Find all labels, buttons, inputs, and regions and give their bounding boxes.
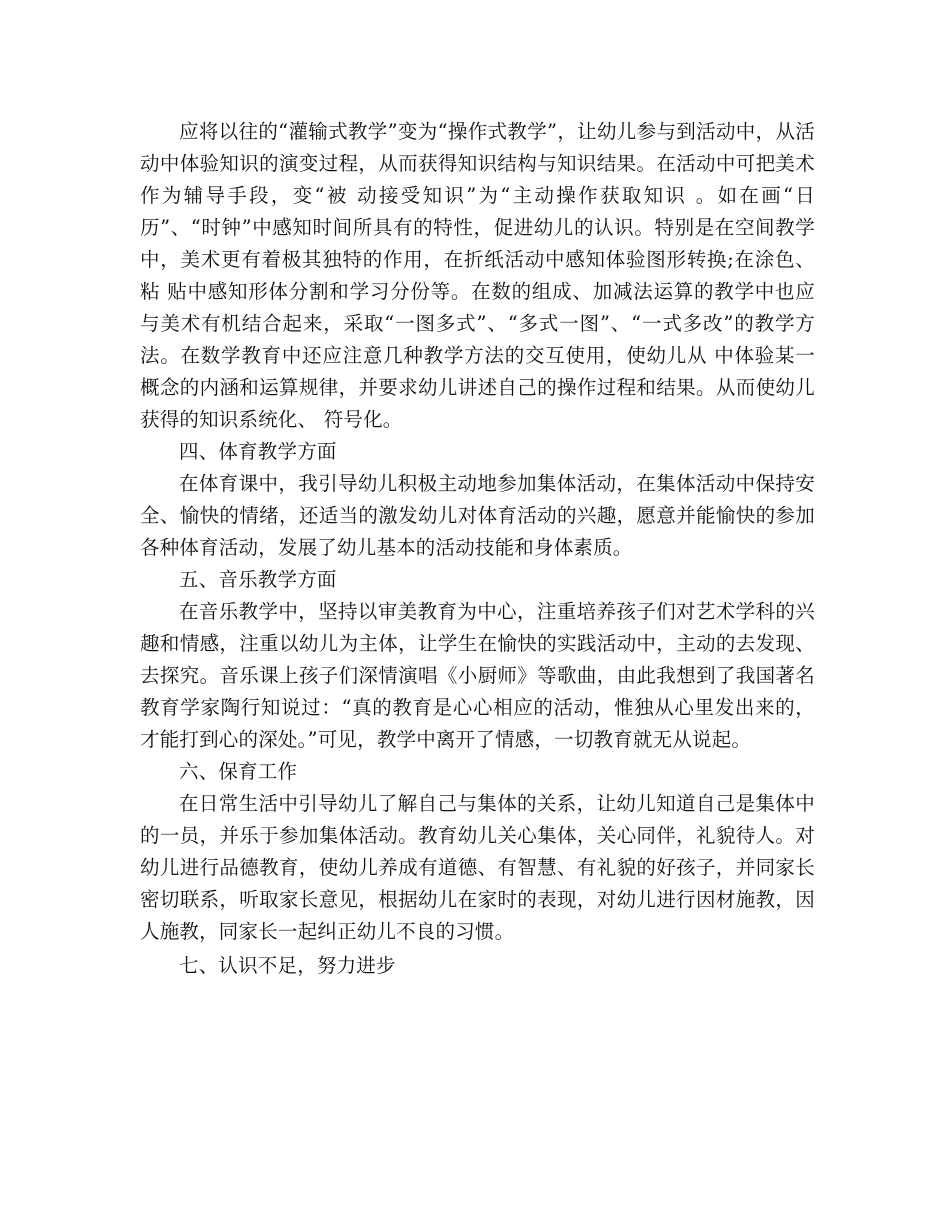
heading-childcare-work: 六、保育工作 — [179, 760, 298, 783]
heading-music-teaching: 五、音乐教学方面 — [179, 568, 337, 591]
paragraph-math-teaching: 应将以往的“灌输式教学”变为“操作式教学”，让幼儿参与到活动中，从活动中体验知识的演变过程，从而获得知识结构与知识结果。在活动中可把美术作为辅导手段，变“被 动接受知识”为“主动操作获取知识 。如在画“日历”、“时钟”中感知时间所具有的特性，促进幼儿的认识。特别是在空间教学中，美术更有着极其独特的作用，在折纸活动中感知体验图形转换;在涂色、粘 贴中感知形体分割和学习分份等。在数的组成、加减法运算的教学中也应与美术有机结合起来，采取“一图多式”、“多式一图”、“一式多改”的教学方法。在数学教育中还应注意几种教学方法的交互使用，使幼儿从 中体验某一概念的内涵和运算规律，并要求幼儿讲述自己的操作过程和结果。从而使幼儿获得的知识系统化、 符号化。 — [140, 120, 815, 431]
paragraph-childcare-work: 在日常生活中引导幼儿了解自己与集体的关系，让幼儿知道自己是集体中的一员，并乐于参加集体活动。教育幼儿关心集体，关心同伴，礼貌待人。对幼儿进行品德教育，使幼儿养成有道德、有智慧、有礼貌的好孩子，并同家长密切联系，听取家长意见，根据幼儿在家时的表现，对幼儿进行因材施教，因人施教，同家长一起纠正幼儿不良的习惯。 — [140, 792, 815, 943]
paragraph-music-teaching: 在音乐教学中，坚持以审美教育为中心，注重培养孩子们对艺术学科的兴趣和情感，注重以幼儿为主体，让学生在愉快的实践活动中，主动的去发现、去探究。音乐课上孩子们深情演唱《小厨师》等歌曲，由此我想到了我国著名教育学家陶行知说过：“真的教育是心心相应的活动，惟独从心里发出来的，才能打到心的深处。”可见，教学中离开了情感，一切教育就无从说起。 — [140, 600, 815, 751]
document-body — [140, 116, 815, 982]
heading-pe-teaching: 四、体育教学方面 — [179, 440, 337, 463]
heading-shortcomings-progress: 七、认识不足，努力进步 — [179, 954, 396, 977]
paragraph-pe-teaching: 在体育课中，我引导幼儿积极主动地参加集体活动，在集体活动中保持安全、愉快的情绪，还适当的激发幼儿对体育活动的兴趣，愿意并能愉快的参加各种体育活动，发展了幼儿基本的活动技能和身体素质。 — [140, 472, 815, 559]
